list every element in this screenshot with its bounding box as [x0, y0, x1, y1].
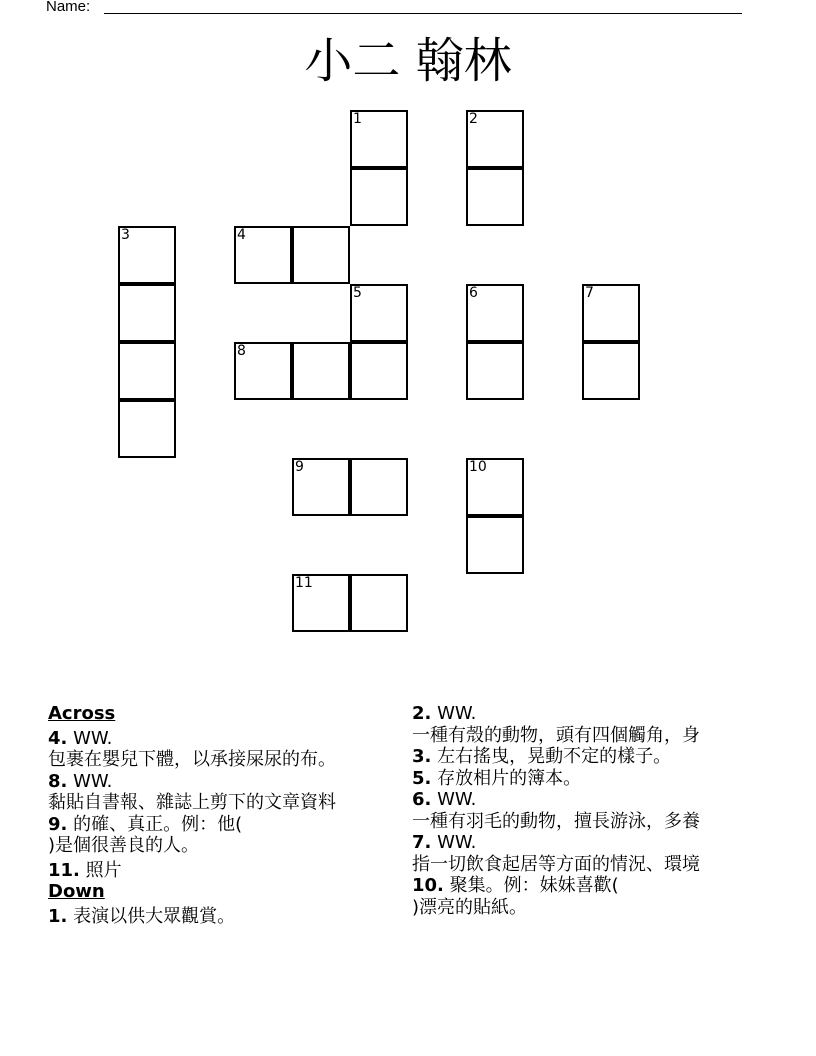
crossword-cell[interactable] [582, 284, 640, 342]
clue-number: 2 [469, 111, 478, 127]
clue-text: 聚集。例：妹妹喜歡( [449, 875, 619, 896]
clue-label: WW. [437, 832, 477, 853]
clue-down-2 [412, 703, 770, 746]
clue-number: 3 [121, 227, 130, 243]
crossword-cell[interactable] [292, 342, 350, 400]
crossword-cell[interactable] [350, 458, 408, 516]
crossword-cell[interactable] [118, 342, 176, 400]
name-field [46, 0, 90, 15]
crossword-cell[interactable] [466, 168, 524, 226]
clue-down-7 [412, 832, 770, 875]
crossword-cell[interactable] [292, 458, 350, 516]
clue-text: 左右搖曳，晃動不定的樣子。 [437, 746, 672, 767]
clue-number: 5 [353, 285, 362, 301]
clue-num: 8. [48, 770, 68, 792]
crossword-cell[interactable] [350, 342, 408, 400]
clues-left-column [48, 703, 410, 927]
clue-text: 的確、真正。例：他( [73, 813, 243, 835]
clue-num: 2. [412, 703, 432, 724]
crossword-cell[interactable] [234, 226, 292, 284]
clue-text-continued: )是個很善良的人。 [48, 835, 200, 856]
clue-number: 9 [295, 459, 304, 475]
crossword-cell[interactable] [118, 400, 176, 458]
clue-text: 照片 [85, 859, 122, 881]
crossword-cell[interactable] [118, 226, 176, 284]
clue-number: 6 [469, 285, 478, 301]
crossword-cell[interactable] [466, 516, 524, 574]
clue-num: 3. [412, 746, 432, 767]
crossword-cell[interactable] [350, 110, 408, 168]
clue-down-1 [48, 906, 410, 928]
crossword-cell[interactable] [350, 168, 408, 226]
clue-number: 4 [237, 227, 246, 243]
crossword-cell[interactable] [466, 342, 524, 400]
clue-across-8 [48, 771, 410, 814]
clue-across-4 [48, 728, 410, 771]
clue-num: 11. [48, 859, 80, 881]
clue-text: 一種有羽毛的動物，擅長游泳，多養 [412, 810, 700, 832]
clue-across-9 [48, 814, 410, 857]
crossword-cell[interactable] [292, 574, 350, 632]
crossword-cell[interactable] [582, 342, 640, 400]
clue-num: 9. [48, 813, 68, 835]
down-heading: Down [48, 881, 105, 902]
crossword-cell[interactable] [234, 342, 292, 400]
clue-number: 11 [295, 575, 313, 591]
clue-down-3 [412, 746, 770, 768]
clue-num: 5. [412, 767, 432, 789]
clue-text-continued: )漂亮的貼紙。 [412, 896, 528, 918]
clue-text: 一種有殼的動物，頭有四個觸角，身 [412, 724, 700, 746]
clue-text: 存放相片的簿本。 [437, 767, 582, 789]
clue-num: 1. [48, 905, 68, 927]
clue-text: 指一切飲食起居等方面的情況、環境 [412, 853, 700, 875]
clue-across-11 [48, 860, 410, 882]
name-underline [104, 13, 742, 14]
clue-num: 7. [412, 832, 432, 853]
clue-label: WW. [437, 703, 477, 724]
clue-number: 10 [469, 459, 487, 475]
clue-num: 10. [412, 875, 444, 896]
clue-num: 4. [48, 727, 68, 749]
clue-number: 7 [585, 285, 594, 301]
crossword-cell[interactable] [350, 284, 408, 342]
crossword-cell[interactable] [466, 110, 524, 168]
crossword-cell[interactable] [350, 574, 408, 632]
clue-text: 表演以供大眾觀賞。 [73, 905, 236, 927]
page-title: 小二 翰林 [304, 33, 512, 89]
clue-down-6 [412, 789, 770, 832]
clue-down-10 [412, 875, 770, 918]
clue-text: 包裹在嬰兒下體，以承接屎尿的布。 [48, 749, 336, 770]
name-label: Name: [46, 0, 91, 15]
crossword-cell[interactable] [466, 284, 524, 342]
clue-down-5 [412, 768, 770, 790]
clue-label: WW. [437, 789, 477, 810]
clue-label: WW. [73, 770, 113, 792]
clues-right-column [412, 703, 770, 918]
clue-label: WW. [73, 727, 113, 749]
crossword-cell[interactable] [292, 226, 350, 284]
crossword-cell[interactable] [466, 458, 524, 516]
clue-num: 6. [412, 789, 432, 810]
clue-number: 8 [237, 343, 246, 359]
crossword-cell[interactable] [118, 284, 176, 342]
clue-text: 黏貼自書報、雜誌上剪下的文章資料 [48, 792, 336, 813]
clue-number: 1 [353, 111, 362, 127]
across-heading: Across [48, 703, 116, 724]
